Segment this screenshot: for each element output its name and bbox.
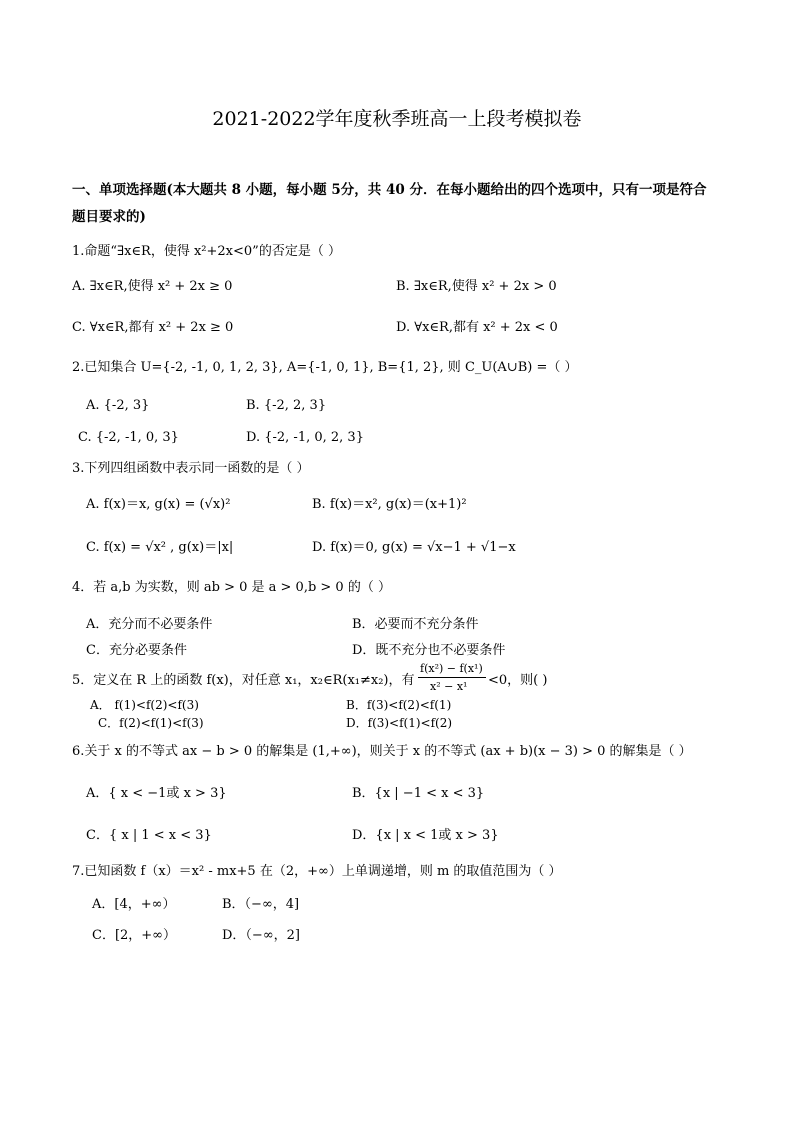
q5-option-c: C．f(2)<f(1)<f(3): [98, 716, 204, 730]
q5-option-d: D．f(3)<f(1)<f(2): [346, 716, 453, 730]
q7-option-a: A．[4，+∞）: [92, 897, 176, 912]
q4-option-c: C．充分必要条件: [86, 643, 187, 658]
q5-fraction-denominator: x² − x¹: [430, 680, 468, 693]
section-heading-line2: 题目要求的): [72, 209, 146, 225]
q4-option-d: D．既不充分也不必要条件: [352, 643, 506, 658]
q3-option-c: C. f(x) = √x² , g(x)＝|x|: [86, 540, 234, 555]
q5-fraction-bar: [418, 677, 486, 678]
q7-stem: 7.已知函数 f（x）＝x² - mx+5 在（2，+∞）上单调递增，则 m 的取值范围为（ ）: [72, 864, 562, 879]
q6-option-a: A．{ x < −1或 x > 3}: [86, 786, 227, 801]
q1-option-b: B. ∃x∈R,使得 x² + 2x > 0: [396, 279, 557, 294]
q5-fraction-numerator: f(x²) − f(x¹): [420, 662, 483, 675]
q3-option-b: B. f(x)＝x², g(x)＝(x+1)²: [312, 497, 467, 512]
q1-option-d: D. ∀x∈R,都有 x² + 2x < 0: [396, 320, 558, 335]
q4-option-a: A．充分而不必要条件: [86, 617, 213, 632]
page-title: 2021-2022学年度秋季班高一上段考模拟卷: [212, 108, 582, 130]
q6-option-c: C．{ x | 1 < x < 3}: [86, 828, 212, 843]
q1-option-a: A. ∃x∈R,使得 x² + 2x ≥ 0: [72, 279, 233, 294]
q1-option-c: C. ∀x∈R,都有 x² + 2x ≥ 0: [72, 320, 234, 335]
q7-option-d: D．（−∞，2]: [222, 928, 300, 943]
q3-option-d: D. f(x)＝0, g(x) = √x−1 + √1−x: [312, 540, 516, 555]
q3-stem: 3.下列四组函数中表示同一函数的是（ ）: [72, 461, 310, 476]
q5-stem-end: <0，则( ): [488, 673, 548, 688]
q2-option-d: D. {-2, -1, 0, 2, 3}: [246, 430, 364, 445]
q4-option-b: B．必要而不充分条件: [352, 617, 479, 632]
q2-option-b: B. {-2, 2, 3}: [246, 398, 327, 413]
section-heading-line1: 一、单项选择题(本大题共 8 小题，每小题 5分，共 40 分．在每小题给出的四个选项中，只有一项是符合: [72, 182, 707, 198]
q7-option-c: C．[2，+∞）: [92, 928, 177, 943]
q6-option-d: D．{x | x < 1或 x > 3}: [352, 828, 499, 843]
q2-option-a: A. {-2, 3}: [86, 398, 150, 413]
q3-option-a: A. f(x)＝x, g(x) = (√x)²: [86, 497, 231, 512]
q5-stem: 5．定义在 R 上的函数 f(x)，对任意 x₁，x₂∈R(x₁≠x₂)，有: [72, 673, 415, 688]
q6-stem: 6.关于 x 的不等式 ax − b > 0 的解集是 (1,+∞)，则关于 x 的不等式 (ax + b)(x − 3) > 0 的解集是（ ）: [72, 744, 692, 759]
q7-option-b: B．（−∞，4]: [222, 897, 300, 912]
q5-option-b: B．f(3)<f(2)<f(1): [346, 698, 452, 712]
q2-stem: 2.已知集合 U={-2, -1, 0, 1, 2, 3}, A={-1, 0, 1}, B={1, 2}, 则 C_U(A∪B) =（ ）: [72, 360, 578, 375]
q6-option-b: B．{x | −1 < x < 3}: [352, 786, 485, 801]
q1-stem: 1.命题“∃x∈R，使得 x²+2x<0”的否定是（ ）: [72, 244, 341, 259]
q4-stem: 4．若 a,b 为实数，则 ab > 0 是 a > 0,b > 0 的（ ）: [72, 580, 391, 595]
q2-option-c: C. {-2, -1, 0, 3}: [78, 430, 179, 445]
q5-option-a: A． f(1)<f(2)<f(3): [90, 698, 199, 712]
